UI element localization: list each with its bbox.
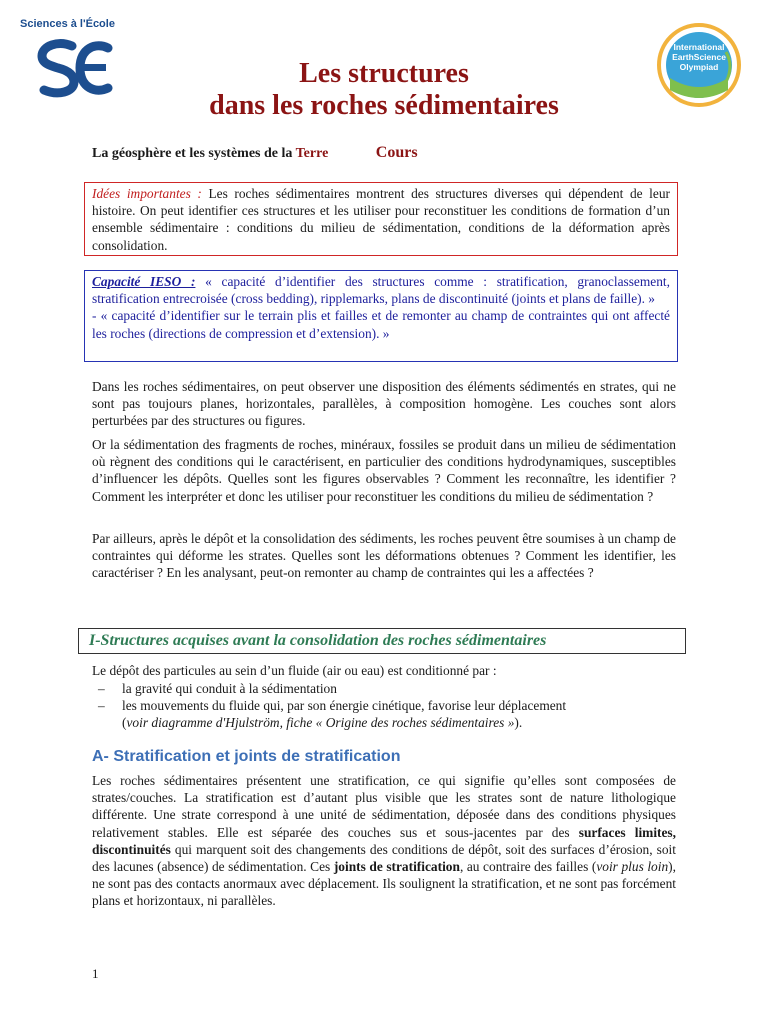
deposit-intro-paragraph: Le dépôt des particules au sein d’un fluide (air ou eau) est conditionné par : [92, 663, 497, 678]
list-item-text: la gravité qui conduit à la sédimentation [122, 681, 337, 696]
page-number: 1 [92, 966, 99, 981]
list-item [92, 680, 676, 697]
strat-italic-1: voir plus loin [596, 859, 669, 875]
logo-left-text: Sciences à l'École [20, 18, 115, 30]
section-heading-1: I-Structures acquises avant la consolidation des roches sédimentaires [78, 628, 686, 654]
strat-text-3: , au contraire des failles ( [459, 859, 597, 875]
ieso-capacity-text-2: - « capacité d’identifier sur le terrain plis et failles et de remonter au champ de contraintes qui ont affecté les roches (directions de compression et d’extension). » [92, 308, 670, 341]
strat-text-2: qui marquent soit des changements des conditions de dépôt, soit des surfaces d’érosion, soit des lacunes (absence) de sédimentation. Ces [92, 841, 676, 875]
list-dash: – [98, 698, 105, 714]
subsection-heading-a: A- Stratification et joints de stratification [92, 748, 401, 765]
list-item-reference: voir diagramme d'Hjulström, fiche « Origine des roches sédimentaires » [126, 715, 515, 731]
ieso-capacity-text-1: « capacité d’identifier des structures comme : stratification, granoclassement, stratification entrecroisée (cross bedding), ripplemarks, plans de discontinuité (joints et plans de faille). » [92, 274, 670, 307]
list-item [92, 697, 676, 731]
list-item-ref-close: ). [514, 715, 523, 731]
deposit-factors-list [92, 680, 676, 732]
ieso-logo-text: International EarthScience Olympiad [672, 42, 726, 72]
intro-paragraph-3: Par ailleurs, après le dépôt et la consolidation des sédiments, les roches peuvent être soumises à un champ de contraintes qui déforme les strates. Quelles sont les déformations obtenues ? Comment les identifier, les caractériser ? En les analysant, peut-on remonter au champ de contraintes qui les a affectées ? [92, 531, 676, 581]
page-title-line-2: dans les roches sédimentaires [209, 90, 559, 121]
important-ideas-label: Idées importantes : [92, 186, 202, 201]
important-ideas-box [84, 182, 678, 256]
subtitle-cours: Cours [375, 144, 418, 161]
strat-bold-2: joints de stratification [333, 859, 460, 875]
subtitle-prefix: La géosphère et les systèmes de la [92, 146, 293, 161]
page-subtitle [92, 144, 418, 162]
list-item-ref-open: ( [122, 715, 127, 731]
strat-text-1: Les roches sédimentaires présentent une stratification, ce qui signifie qu’elles sont composées de strates/couches. La stratification est d’autant plus visible que les strates sont de nature lithologique différente. Une strate correspond à une unité de sédimentation, déposée dans des conditions physiques relativement stables. Elle est séparée des couches sus et sous-jacentes par des [92, 773, 676, 840]
ieso-capacity-label: Capacité IESO : [92, 274, 196, 289]
sciences-a-l-ecole-logo [20, 18, 130, 100]
list-item-text: les mouvements du fluide qui, par son énergie cinétique, favorise leur déplacement [122, 698, 567, 714]
page-title-line-1: Les structures [299, 58, 469, 89]
se-logo-mark [34, 38, 114, 98]
stratification-paragraph [92, 772, 676, 910]
strat-bold-1: surfaces limites, discontinuités [92, 824, 676, 857]
important-ideas-text: Les roches sédimentaires montrent des structures diverses qui dépendent de leur histoire. On peut identifier ces structures et les utiliser pour reconstituer les conditions de formation d’un ensemble sédimentaire : conditions du milieu de sédimentation, conditions de la déformation après consolidation. [92, 186, 670, 253]
subtitle-terre: Terre [295, 146, 329, 161]
ieso-capacity-box [84, 270, 678, 362]
intro-paragraph-1: Dans les roches sédimentaires, on peut observer une disposition des éléments sédimentés en strates, qui ne sont pas toujours planes, horizontales, parallèles, à composition homogène. Les couches sont alors perturbées par des structures ou figures. [92, 379, 676, 429]
list-dash: – [98, 681, 105, 696]
intro-paragraph-2: Or la sédimentation des fragments de roches, minéraux, fossiles se produit dans un milieu de sédimentation où règnent des conditions qui le caractérisent, en particulier des conditions hydrodynamiques, susceptibles d’influencer les dépôts. Quelles sont les figures observables ? Comment les reconnaître, les identifier ? Comment les interpréter et donc les utiliser pour reconstituer les conditions du milieu de sédimentation ? [92, 437, 676, 504]
strat-text-4: ), ne sont pas des contacts anormaux avec déplacement. Ils soulignent la stratification, et ne sont pas forcément plans et horizontaux, ni parallèles. [92, 859, 676, 909]
ieso-logo [656, 22, 742, 108]
